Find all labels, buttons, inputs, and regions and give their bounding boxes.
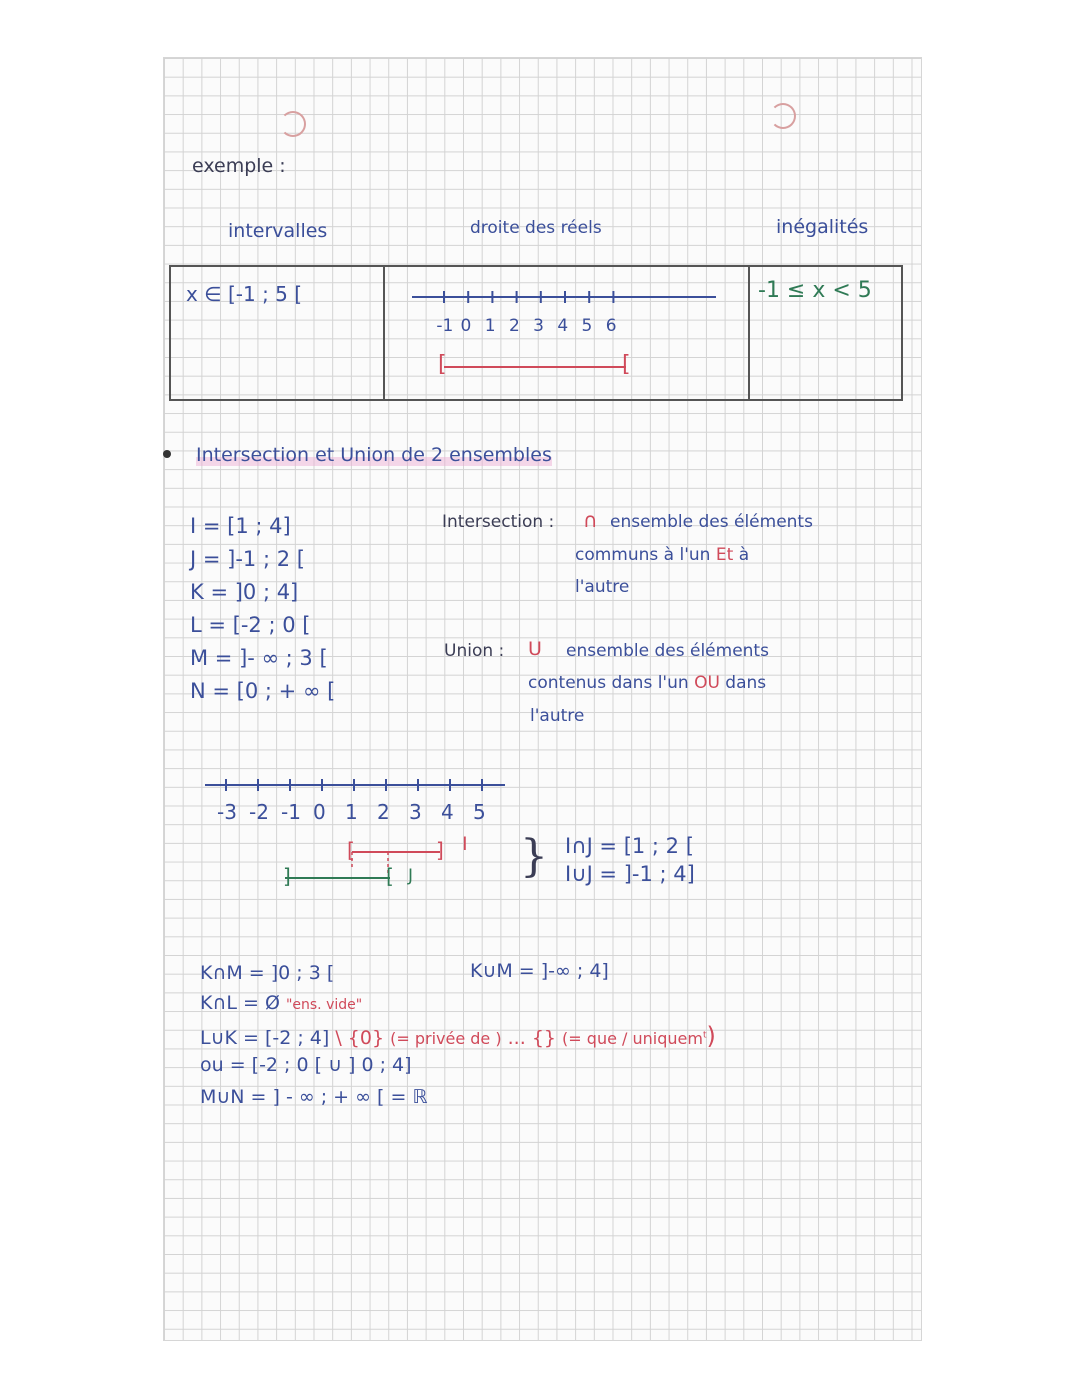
intersection-text-2: communs à l'un Et à (575, 545, 750, 565)
section-title-text: Intersection et Union de 2 ensembles (196, 444, 552, 466)
figure-axis-tick-label: -1 (281, 800, 301, 824)
union-text-1: ensemble des éléments (566, 641, 769, 661)
intersection-text-4: l'autre (575, 577, 630, 597)
result-L-union-K: L∪K = [-2 ; 4] \ {0} (= privée de ) ... {} (= que / uniquem$^t$) (200, 1022, 716, 1050)
que-note: (= que / uniquem$^t$) (562, 1022, 716, 1050)
intersection-symbol: ∩ (583, 508, 598, 532)
figure-axis-tick-label: -3 (217, 800, 237, 824)
interval-J-label: J (408, 866, 414, 886)
figure-axis-tick-label: 5 (473, 800, 486, 824)
interval-right-bracket: [ (622, 352, 631, 377)
bullet-icon (163, 450, 171, 458)
ellipsis: ... (507, 1027, 526, 1049)
interval-left-bracket: [ (438, 352, 447, 377)
union-symbol: U (528, 638, 542, 660)
figure-axis-tick-label: 0 (313, 800, 326, 824)
result-K-inter-L: K∩L = Ø "ens. vide" (200, 992, 363, 1014)
figure-axis-tick-label: 2 (377, 800, 390, 824)
binder-hole-right-icon (770, 103, 796, 129)
real-line-tick-label: 2 (508, 316, 520, 336)
set-I: I = [1 ; 4] (190, 514, 291, 538)
braces-symbol: {} (531, 1027, 556, 1049)
result-K-inter-M: K∩M = ]0 ; 3 [ (200, 962, 335, 984)
union-text-2: contenus dans l'un OU dans (528, 673, 767, 693)
binder-hole-left-icon (280, 111, 306, 137)
I-left-bracket: [ (347, 838, 355, 862)
figure-axis-tick-label: -2 (249, 800, 269, 824)
section-title (196, 444, 552, 466)
real-line-tick-label: 0 (460, 316, 472, 336)
table-interval-value: x ∈ [-1 ; 5 [ (186, 282, 303, 306)
figure-axis-tick-label: 1 (345, 800, 358, 824)
real-line-tick-label: 1 (484, 316, 496, 336)
J-left-bracket: ] (283, 864, 291, 888)
interval-I-label: I (462, 833, 468, 855)
intersection-and-keyword: Et (715, 545, 734, 565)
intersection-text-1: ensemble des éléments (610, 512, 813, 532)
J-right-bracket: [ (386, 864, 394, 888)
union-text-4: l'autre (530, 706, 585, 726)
union-label: Union : (444, 641, 505, 661)
real-line-tick-label: 5 (581, 316, 593, 336)
header-inequalities: inégalités (776, 216, 869, 238)
table-inequality-value: -1 ≤ x < 5 (758, 278, 872, 303)
result-ou-line: ou = [-2 ; 0 [ ∪ ] 0 ; 4] (200, 1054, 412, 1076)
result-K-union-M: K∪M = ]-∞ ; 4] (470, 960, 609, 982)
set-N: N = [0 ; + ∞ [ (190, 679, 336, 703)
privee-note: (= privée de ) (390, 1029, 502, 1048)
real-line-tick-label: 3 (533, 316, 544, 336)
I-right-bracket: ] (436, 838, 444, 862)
header-real-line: droite des réels (470, 218, 602, 238)
brace-results (565, 832, 695, 888)
empty-set-note: "ens. vide" (285, 997, 363, 1013)
figure-axis-tick-label: 4 (441, 800, 454, 824)
set-J: J = ]-1 ; 2 [ (190, 547, 305, 571)
minus-zero: \ {0} (335, 1027, 385, 1049)
real-line-tick-label: 4 (557, 316, 569, 336)
result-I-inter-J: I∩J = [1 ; 2 [ (565, 834, 694, 858)
curly-brace-icon: } (520, 831, 548, 882)
real-line-tick-label: 6 (605, 316, 617, 336)
header-intervals: intervalles (228, 220, 328, 242)
example-label: exemple : (192, 155, 286, 177)
set-K: K = ]0 ; 4] (190, 580, 299, 604)
union-or-keyword: OU (694, 673, 720, 693)
table-divider-2 (748, 267, 750, 399)
real-line-tick-label: -1 (436, 316, 454, 336)
result-M-union-N: M∪N = ] - ∞ ; + ∞ [ = ℝ (200, 1086, 428, 1108)
result-I-union-J: I∪J = ]-1 ; 4] (565, 862, 695, 886)
figure-axis-tick-label: 3 (409, 800, 422, 824)
set-M: M = ]- ∞ ; 3 [ (190, 646, 328, 670)
table-divider-1 (383, 267, 385, 399)
set-L: L = [-2 ; 0 [ (190, 613, 311, 637)
sets-list (190, 510, 335, 708)
intersection-label: Intersection : (442, 512, 555, 532)
